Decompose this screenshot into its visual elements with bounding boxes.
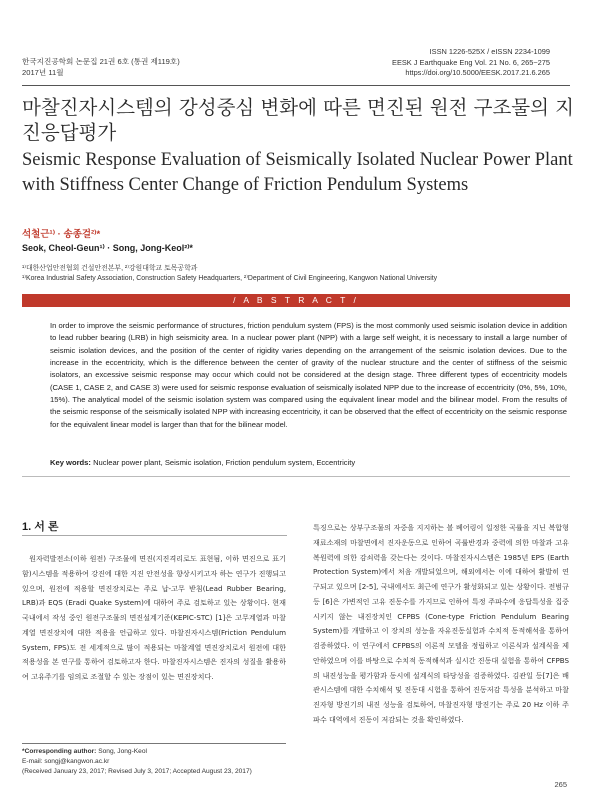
authors-korean: 석철근¹⁾ · 송종걸²⁾* xyxy=(22,229,101,240)
affiliations-english: ¹⁾Korea Industrial Safety Association, Construction Safety Headquarters, ²⁾Department of Civil Engineering, Kangwon National University xyxy=(22,275,438,282)
journal-name-en: EESK J Earthquake Eng Vol. 21 No. 6, 265~275 xyxy=(392,57,550,67)
title-english: Seismic Response Evaluation of Seismically Isolated Nuclear Power Plant with Stiffness Center Change of Friction Pendulum Systems xyxy=(22,150,573,195)
header-rule xyxy=(22,85,570,86)
submission-dates: (Received January 23, 2017; Revised July 3, 2017; Accepted August 23, 2017) xyxy=(22,767,252,775)
corresponding-name: Song, Jong-Keol xyxy=(98,748,147,755)
journal-date-ko: 2017년 11월 xyxy=(22,68,64,77)
corresponding-author xyxy=(22,747,302,757)
section-title-introduction: 1. 서 론 xyxy=(22,521,59,533)
page-number: 265 xyxy=(554,780,567,789)
issn: ISSN 1226-525X / eISSN 2234-1099 xyxy=(429,47,550,56)
abstract-heading: / A B S T R A C T / xyxy=(22,294,570,307)
doi-link[interactable]: https://doi.org/10.5000/EESK.2017.21.6.265 xyxy=(405,68,550,77)
authors-english: Seok, Cheol-Geun¹⁾ · Song, Jong-Keol²⁾* xyxy=(22,243,193,253)
journal-info-korean xyxy=(22,56,180,78)
right-column-text xyxy=(313,521,569,728)
journal-info-english xyxy=(392,47,550,79)
keywords xyxy=(50,458,567,467)
footnote xyxy=(22,747,302,776)
abstract-divider xyxy=(22,476,570,477)
keywords-list: Nuclear power plant, Seismic isolation, Friction pendulum system, Eccentricity xyxy=(93,458,356,467)
corresponding-email[interactable]: E-mail: songj@kangwon.ac.kr xyxy=(22,757,110,765)
abstract-body: In order to improve the seismic performance of structures, friction pendulum system (FPS) is the most commonly used seismic isolation device in addition to lead rubber bearing (LRB) in high seismicity area. In a nuclear power plant (NPP) with a large self weight, it is necessary to install a large number of seismic isolation devices, and the position of the center of rigidity varies depending on the arrangement of the seismic isolation devices. Due to the increase in the eccentricity, which is the difference between the center of gravity of the nuclear structure and the center of stiffness of the seismic isolators, an excessive seismic response may occur which could not be considered at the design stage. Three different types of eccentricity models (CASE 1, CASE 2, and CASE 3) were used for seismic response evaluation of seismically isolated NPP due to the increase of eccentricity (0%, 5%, 10%, 15%). The analytical model of the seismic isolation system was compared using the equivalent linear model and the bilinear model. From the results of the seismic response of the seismically isolated NPP with increasing eccentricity, it can be observed that the effect of eccentricity on the seismic response for the equivalent linear model is larger than that for the bilinear model. xyxy=(50,321,567,429)
title-korean: 마찰진자시스템의 강성중심 변화에 따른 면진된 원전 구조물의 지진응답평가 xyxy=(22,96,574,144)
affiliations-korean: ¹⁾대한산업안전협회 건설안전본부, ²⁾강원대학교 토목공학과 xyxy=(22,265,198,272)
footnote-rule xyxy=(22,743,286,744)
left-paragraph: 원자력발전소(이하 원전) 구조물에 면진(지진격리로도 표현됨, 이하 면진으로 표기함)시스템을 적용하여 강진에 대한 지진 안전성을 향상시키고자 하는 연구가 진행되고 있으며, 원전에 적용할 면진장치로는 주로 납-고무 받침(Lead Rubber Bearing, LRB)과 EQS (Eradi Quake System)에 대하여 주로 검토하고 있는 상황이다. 현재 국내에서 작성 중인 원전구조물의 면진설계기준(KEPIC-STC) [1]은 고무계열과 마찰계열 면진장치에 대한 적용을 언급하고 있다. 마찰진자시스템(Friction Pendulum System, FPS)도 전 세계적으로 많이 적용되는 마찰계열 면진장치로서 원전에 대한 적용성을 본 연구를 통하여 검토하고자 한다. 마찰진자시스템은 진자의 성질을 활용하여 고유주기를 임의로 조절할 수 있는 장점이 있는 면진장치다. xyxy=(22,554,286,681)
corresponding-label: *Corresponding author: xyxy=(22,748,97,755)
section-title-rule xyxy=(22,535,287,536)
journal-name-ko: 한국지진공학회 논문집 21권 6호 (통권 제119호) xyxy=(22,57,180,66)
keywords-label: Key words: xyxy=(50,458,91,467)
right-paragraph: 특징으로는 상부구조물의 자중을 지지하는 볼 베어링이 일정한 곡률을 지닌 복합형 재료소재의 마찰면에서 진자운동으로 인하여 곡률반경과 중력에 의한 마찰과 고유복원력에 의한 감쇠력을 갖는다는 것이다. 마찰진자시스템은 1985년 EPS (Earth Protection System)에서 처음 개발되었으며, 해외에서는 이에 대하여 활발히 연구되고 있으며 [2-5], 국내에서도 최근에 연구가 활성화되고 있는 상황이다. 전범규 등 [6]은 가변적인 고유 진동수를 가지므로 인하여 특정 주파수에 응답특성을 집중시키지 않는 내진장치인 CFPBS (Cone-type Friction Pendulum Bearing System)를 개발하고 이 장치의 성능을 자유진동실험과 수치적 동적해석을 통하여 검증하였다. 이 연구에서 CFPBS의 이론적 모델을 정립하고 이론식과 설계식을 제안하였으며 이를 바탕으로 수치적 동적해석과 실시간 진동대 실험을 통하여 CFPBS의 내진성능을 평가함과 동시에 설계식의 타당성을 검증하였다. 김관일 등[7]은 배관시스템에 대한 수치해석 및 진동대 시험을 통하여 진동저감 특성을 분석하고 마찰진자형 방진기의 내진 성능을 검토하여, 마찰진자형 방진기는 주로 20 Hz 이하 주파수 대역에서 진동이 저감되는 것을 확인하였다. xyxy=(313,523,569,724)
left-column-text xyxy=(22,552,286,685)
